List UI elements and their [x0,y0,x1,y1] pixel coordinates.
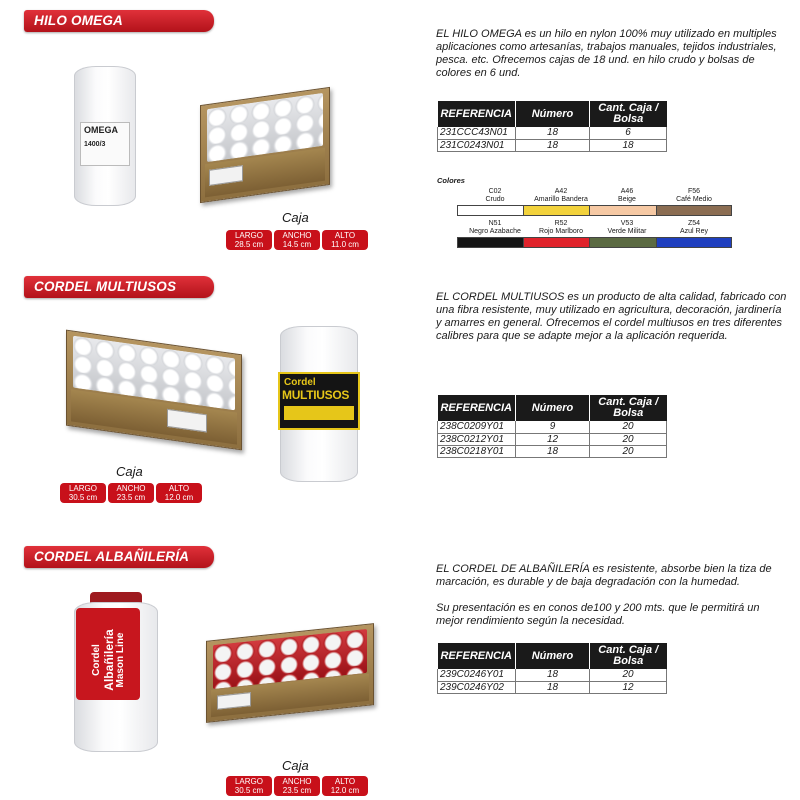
table-row: 238C0209Y01 9 20 [438,421,667,433]
col-numero: Número [516,643,590,669]
table-row: 239C0246Y02 18 12 [438,681,667,693]
dim-alto: ALTO 12.0 cm [156,483,202,503]
caja-label: Caja [282,758,309,773]
spool-label-main: MULTIUSOS [282,388,350,402]
col-cantidad: Cant. Caja / Bolsa [590,395,667,421]
spool-label-text [91,617,127,703]
dim-ancho: ANCHO 23.5 cm [108,483,154,503]
reference-table [437,643,667,694]
dim-ancho: ANCHO 14.5 cm [274,230,320,250]
caja-label: Caja [282,210,309,225]
section-description: EL CORDEL DE ALBAÑILERÍA es resistente, absorbe bien la tiza de marcación, es durable y de baja degradación con la humedad. Su presentación es en conos de100 y 200 mts. que le permitirá un mejor rendimiento según la necesidad. [436,563,772,627]
spool-label-main: Albañilería [102,629,116,691]
table-row: 231C0243N01 18 18 [438,139,667,151]
dim-largo: LARGO 30.5 cm [60,483,106,503]
caja-dimensions [226,776,368,796]
section-title: CORDEL ALBAÑILERÍA [24,546,214,568]
section-description: EL CORDEL MULTIUSOS es un producto de alta calidad, fabricado con una fibra resistente, muy utilizado en agricultura, decoración, jardinería y amarres en general. Ofrecemos el cordel multiusos en tres diferentes calibres para que se adapte mejor a la aplicación requerida. [436,291,787,342]
col-numero: Número [516,395,590,421]
dim-alto: ALTO 12.0 cm [322,776,368,796]
col-numero: Número [516,101,590,127]
dim-ancho: ANCHO 23.5 cm [274,776,320,796]
table-row: 238C0212Y01 12 20 [438,433,667,445]
spool-label-top: Cordel [91,644,102,676]
col-referencia: REFERENCIA [438,395,516,421]
col-cantidad: Cant. Caja / Bolsa [590,101,667,127]
table-row: 238C0218Y01 18 20 [438,445,667,457]
table-row: 239C0246Y01 18 20 [438,669,667,681]
cordel-albanileria-box-image [206,623,374,723]
col-referencia: REFERENCIA [438,101,516,127]
cordel-albanileria-spool-image [74,592,158,752]
section-title: HILO OMEGA [24,10,214,32]
spool-sublabel: 1400/3 [84,141,106,148]
dim-largo: LARGO 30.5 cm [226,776,272,796]
dim-largo: LARGO 28.5 cm [226,230,272,250]
section-description: EL HILO OMEGA es un hilo en nylon 100% muy utilizado en multiples aplicaciones como artesanías, trabajos manuales, tejidos industriales, pesca. etc. Ofrecemos cajas de 18 und. en hilo crudo y bolsas de colores en 6 und. [436,28,777,79]
dim-alto: ALTO 11.0 cm [322,230,368,250]
swatch-crudo: C02 Crudo [456,188,534,216]
section-title: CORDEL MULTIUSOS [24,276,214,298]
box-sticker [217,692,251,710]
swatch-negro-azabache: N51 Negro Azabache [456,220,534,248]
spool-label [76,608,140,700]
spool-brand: OMEGA [84,125,119,135]
swatch-rojo-marlboro: R52 Rojo Marlboro [522,220,600,248]
colores-title: Colores [437,176,465,185]
swatch-amarillo-bandera: A42 Amarillo Bandera [522,188,600,216]
swatch-beige: A46 Beige [588,188,666,216]
table-row: 231CCC43N01 18 6 [438,127,667,139]
col-cantidad: Cant. Caja / Bolsa [590,643,667,669]
caja-label: Caja [116,464,143,479]
spool-label-sub: Mason Line [115,632,126,688]
spool-label-top: Cordel [284,377,316,388]
swatch-verde-militar: V53 Verde Militar [588,220,666,248]
swatch-azul-rey: Z54 Azul Rey [655,220,733,248]
swatch-cafe-medio: F56 Café Medio [655,188,733,216]
col-referencia: REFERENCIA [438,643,516,669]
